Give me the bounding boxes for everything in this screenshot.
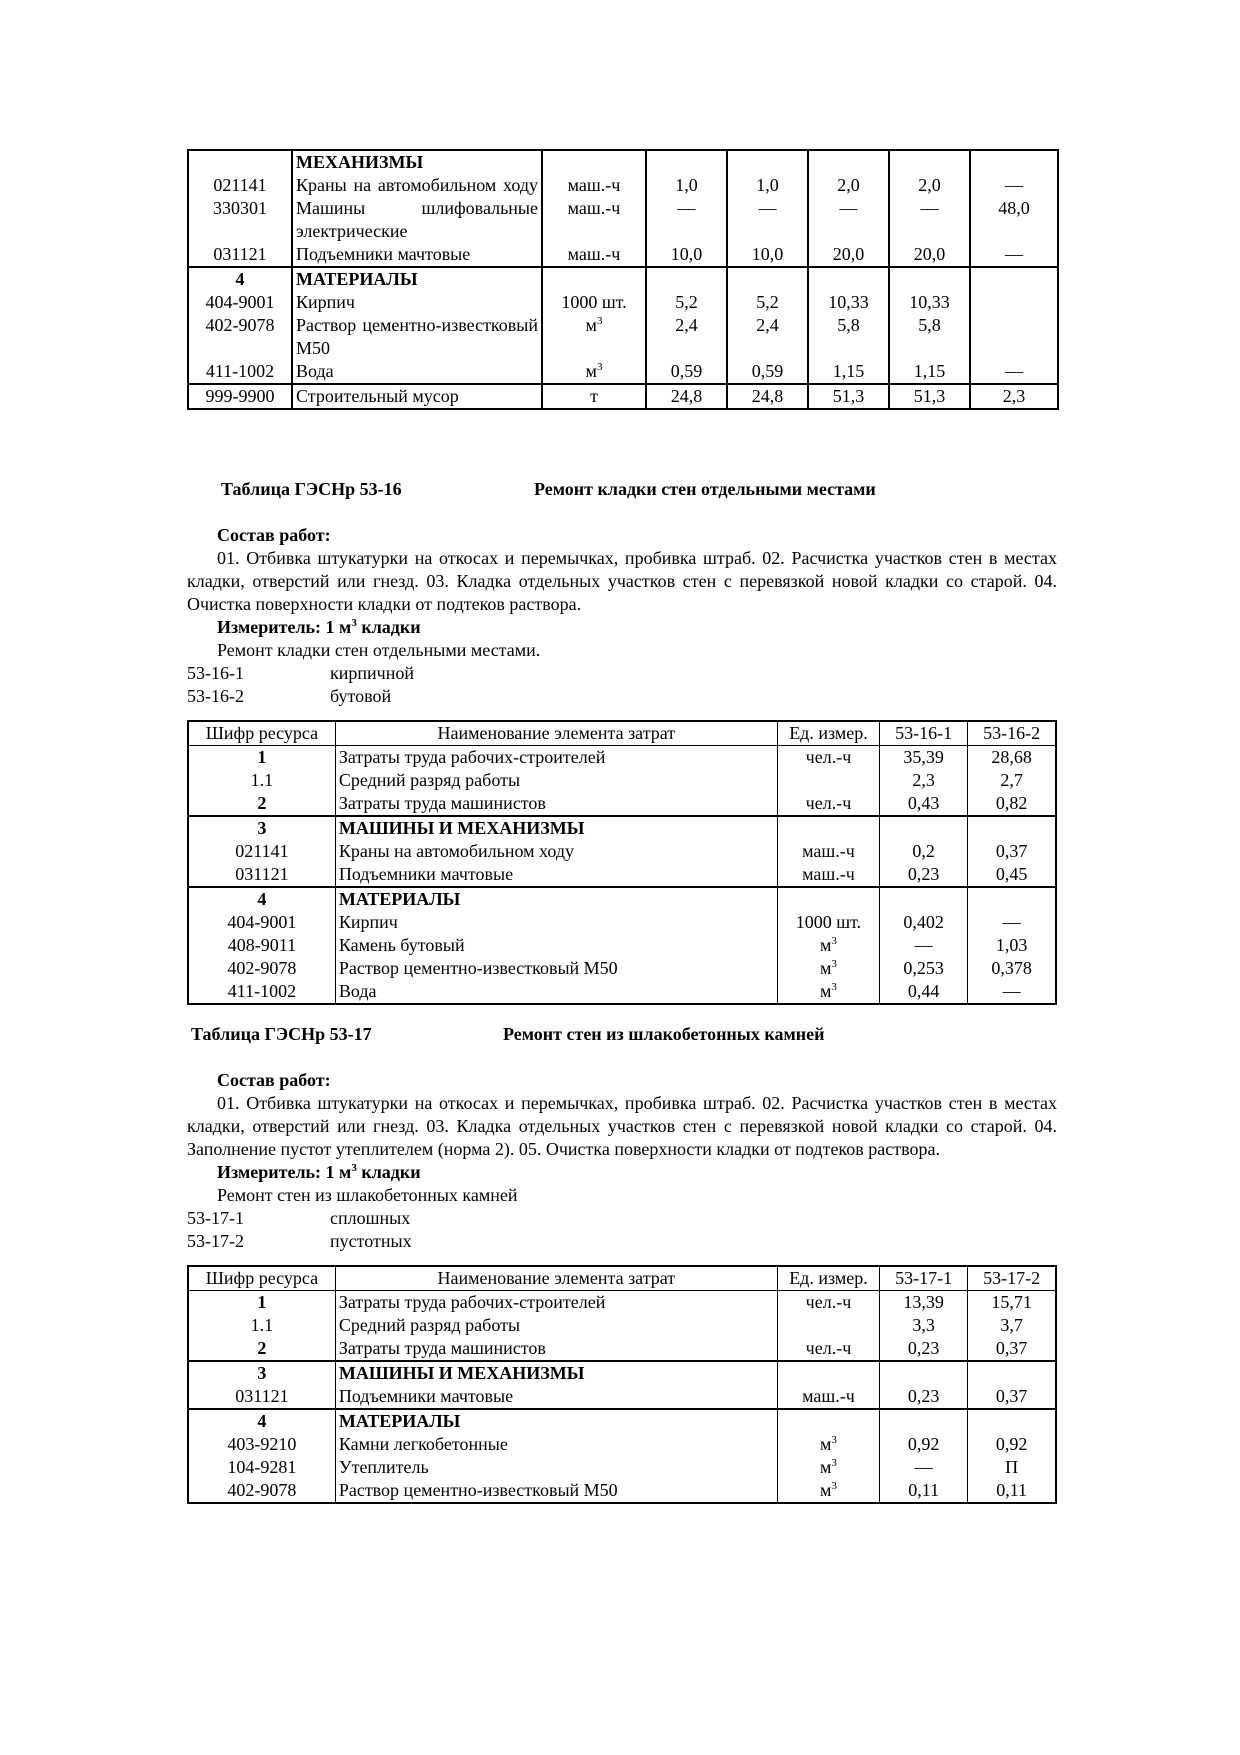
unit-cell: $м^3$ [777,934,879,957]
document-page [187,149,1057,1504]
cost-name-cell: МЕХАНИЗМЫ [292,150,542,174]
value-cell [646,150,727,174]
resource-code-cell: 031121 [188,243,292,267]
value-cell: 2,3 [970,384,1058,409]
table-53-16-number: Таблица ГЭСНр 53-16 [221,479,402,499]
value-cell [970,267,1058,291]
value-cell: — [970,243,1058,267]
cost-name-cell: Раствор цементно-известковый М50 [335,1479,777,1503]
value-cell: 2,7 [968,769,1056,792]
table-row [188,1479,1056,1503]
resource-code-cell: 4 [188,887,335,911]
variant-name: кирпичной [330,663,414,683]
table-53-17-caption [187,1023,1057,1046]
value-cell [880,1361,968,1385]
value-cell: 10,33 [889,291,970,314]
unit-cell: маш.-ч [777,1385,879,1409]
value-cell [968,1409,1056,1433]
value-cell: 2,4 [646,314,727,360]
column-header: Шифр ресурса [188,721,335,746]
unit-cell [542,150,646,174]
value-cell: 0,92 [880,1433,968,1456]
table-row [188,957,1056,980]
resource-code-cell: 031121 [188,863,335,887]
variant-code: 53-17-1 [187,1208,244,1228]
unit-cell: $м^3$ [777,1433,879,1456]
value-cell: 3,7 [968,1314,1056,1337]
unit-cell: маш.-ч [777,863,879,887]
cost-name-cell: Камень бутовый [335,934,777,957]
value-cell: 0,11 [968,1479,1056,1503]
table-row [188,243,1058,267]
table-row [188,980,1056,1004]
unit-cell: $м^3$ [542,314,646,360]
unit-cell: чел.-ч [777,746,879,770]
column-header: Ед. измер. [777,721,879,746]
table-row [188,1361,1056,1385]
cost-name-cell: Подъемники мачтовые [292,243,542,267]
value-cell [968,1361,1056,1385]
variant-item [187,1230,1057,1253]
unit-cell [777,1314,879,1337]
table-row [188,1456,1056,1479]
resource-code-cell: 3 [188,816,335,840]
unit-cell [777,769,879,792]
cost-name-cell: Затраты труда рабочих-строителей [335,746,777,770]
unit-cell: чел.-ч [777,1337,879,1361]
unit-cell: маш.-ч [542,243,646,267]
table-row [188,1291,1056,1315]
table-row [188,911,1056,934]
value-cell: П [968,1456,1056,1479]
value-cell [968,816,1056,840]
resource-code-cell: 1 [188,746,335,770]
value-cell: 5,2 [646,291,727,314]
value-cell: 10,33 [808,291,889,314]
cost-name-cell: МАТЕРИАЛЫ [335,887,777,911]
value-cell: 1,03 [968,934,1056,957]
value-cell: — [970,360,1058,384]
value-cell: 0,37 [968,1337,1056,1361]
value-cell: 51,3 [808,384,889,409]
value-cell: 28,68 [968,746,1056,770]
resource-code-cell: 1 [188,1291,335,1315]
resource-code-cell: 1.1 [188,769,335,792]
cost-name-cell: Затраты труда машинистов [335,1337,777,1361]
value-cell: 1,0 [727,174,808,197]
table-row [188,267,1058,291]
cost-name-cell: Камни легкобетонные [335,1433,777,1456]
value-cell: 5,2 [727,291,808,314]
resource-code-cell: 402-9078 [188,1479,335,1503]
variant-item [187,662,1057,685]
table-53-16 [187,720,1057,1005]
value-cell [970,150,1058,174]
unit-cell [777,1409,879,1433]
resource-code-cell: 403-9210 [188,1433,335,1456]
resource-code-cell: 021141 [188,174,292,197]
value-cell: 0,23 [880,1337,968,1361]
value-cell [808,267,889,291]
resource-code-cell: 330301 [188,197,292,243]
table-53-17-number: Таблица ГЭСНр 53-17 [191,1024,372,1044]
table-row [188,1385,1056,1409]
resource-code-cell: 999-9900 [188,384,292,409]
resource-code-cell: 408-9011 [188,934,335,957]
resource-code-cell: 402-9078 [188,957,335,980]
value-cell [727,150,808,174]
table-53-16-caption [187,478,1057,501]
value-cell: 24,8 [727,384,808,409]
intro-line: Ремонт стен из шлакобетонных камней [217,1185,518,1205]
table-row [188,1433,1056,1456]
value-cell: 0,23 [880,863,968,887]
value-cell: 2,0 [889,174,970,197]
composition-text: 01. Отбивка штукатурки на откосах и перемычках, пробивка штраб. 02. Расчистка участков стен в местах кладки, отверстий или гнезд. 03. Кладка отдельных участков стен с перевязкой новой кладки со старой. 04. Очистка поверхности кладки от подтеков раствора. [187,548,1057,614]
value-cell: 0,82 [968,792,1056,816]
variant-code: 53-16-1 [187,663,244,683]
cost-name-cell: Кирпич [292,291,542,314]
variants-list [187,662,1057,708]
cost-name-cell: Краны на автомобильном ходу [292,174,542,197]
value-cell: 20,0 [889,243,970,267]
composition-text: 01. Отбивка штукатурки на откосах и перемычках, пробивка штраб. 02. Расчистка участков стен в местах кладки, отверстий или гнезд. 03. Кладка отдельных участков стен с перевязкой новой кладки со старой. 04. Заполнение пустот утеплителем (норма 2). 05. Очистка поверхности кладки от подтеков раствора. [187,1093,1057,1159]
unit-cell: маш.-ч [777,840,879,863]
cost-name-cell: Вода [335,980,777,1004]
table-53-17 [187,1265,1057,1504]
column-header: Наименование элемента затрат [335,721,777,746]
table-row [188,360,1058,384]
variants-list [187,1207,1057,1253]
meter-line: Измеритель: 1 $м^3$ кладки [217,1162,421,1182]
table-row [188,1314,1056,1337]
value-cell [968,887,1056,911]
variant-name: сплошных [330,1208,411,1228]
value-cell: 1,15 [889,360,970,384]
variant-item [187,685,1057,708]
value-cell: 0,43 [880,792,968,816]
resource-code-cell: 404-9001 [188,911,335,934]
unit-cell: 1000 шт. [542,291,646,314]
value-cell: — [880,1456,968,1479]
cost-name-cell: Утеплитель [335,1456,777,1479]
meter-line: Измеритель: 1 $м^3$ кладки [217,617,421,637]
column-header: Ед. измер. [777,1266,879,1291]
value-cell: 10,0 [646,243,727,267]
value-cell: 5,8 [889,314,970,360]
table-53-16-title: Ремонт кладки стен отдельными местами [534,479,876,499]
table-53-17-title: Ремонт стен из шлакобетонных камней [503,1024,825,1044]
cost-name-cell: Краны на автомобильном ходу [335,840,777,863]
resource-code-cell: 2 [188,1337,335,1361]
value-cell: 0,378 [968,957,1056,980]
value-cell: 0,253 [880,957,968,980]
value-cell: 20,0 [808,243,889,267]
value-cell: 0,59 [646,360,727,384]
unit-cell: $м^3$ [542,360,646,384]
variant-name: бутовой [330,686,392,706]
resource-code-cell [188,150,292,174]
value-cell: 0,2 [880,840,968,863]
resource-code-cell: 021141 [188,840,335,863]
value-cell [880,887,968,911]
unit-cell: $м^3$ [777,1456,879,1479]
value-cell: 2,4 [727,314,808,360]
value-cell [880,1409,968,1433]
cost-name-cell: Вода [292,360,542,384]
variant-name: пустотных [330,1231,412,1251]
cost-name-cell: Подъемники мачтовые [335,1385,777,1409]
value-cell [970,291,1058,314]
value-cell: 0,59 [727,360,808,384]
value-cell: 24,8 [646,384,727,409]
table-row [188,174,1058,197]
value-cell: 10,0 [727,243,808,267]
value-cell [880,816,968,840]
value-cell: 1,0 [646,174,727,197]
composition-label: Состав работ: [217,525,331,545]
cost-name-cell: Средний разряд работы [335,769,777,792]
value-cell: — [880,934,968,957]
value-cell: 0,45 [968,863,1056,887]
value-cell: — [968,980,1056,1004]
value-cell: 0,402 [880,911,968,934]
value-cell: 0,37 [968,1385,1056,1409]
cost-name-cell: Подъемники мачтовые [335,863,777,887]
value-cell: — [727,197,808,243]
value-cell: 51,3 [889,384,970,409]
unit-cell: 1000 шт. [777,911,879,934]
unit-cell: маш.-ч [542,197,646,243]
resource-code-cell: 411-1002 [188,980,335,1004]
table-row [188,1337,1056,1361]
value-cell [646,267,727,291]
table-row [188,934,1056,957]
resource-code-cell: 402-9078 [188,314,292,360]
resource-code-cell: 1.1 [188,1314,335,1337]
unit-cell: $м^3$ [777,957,879,980]
resource-code-cell: 3 [188,1361,335,1385]
cost-name-cell: Затраты труда машинистов [335,792,777,816]
continuation-table [187,149,1059,410]
unit-cell [777,816,879,840]
table-row [188,792,1056,816]
resource-code-cell: 4 [188,1409,335,1433]
value-cell: 2,3 [880,769,968,792]
table-row [188,384,1058,409]
cost-name-cell: Раствор цементно-известковый М50 [335,957,777,980]
resource-code-cell: 2 [188,792,335,816]
column-header: 53-17-1 [880,1266,968,1291]
value-cell: 15,71 [968,1291,1056,1315]
value-cell: 1,15 [808,360,889,384]
value-cell: 5,8 [808,314,889,360]
cost-name-cell: Строительный мусор [292,384,542,409]
value-cell: 0,44 [880,980,968,1004]
unit-cell: чел.-ч [777,1291,879,1315]
variant-item [187,1207,1057,1230]
resource-code-cell: 404-9001 [188,291,292,314]
unit-cell: $м^3$ [777,980,879,1004]
intro-line: Ремонт кладки стен отдельными местами. [217,640,541,660]
composition-label: Состав работ: [217,1070,331,1090]
table-row [188,840,1056,863]
column-header: Шифр ресурса [188,1266,335,1291]
column-header: 53-16-1 [880,721,968,746]
table-row [188,1409,1056,1433]
value-cell [727,267,808,291]
table-row [188,314,1058,360]
table-row [188,197,1058,243]
value-cell: 0,23 [880,1385,968,1409]
value-cell: 0,37 [968,840,1056,863]
value-cell: 0,92 [968,1433,1056,1456]
cost-name-cell: МАТЕРИАЛЫ [292,267,542,291]
value-cell: — [968,911,1056,934]
table-header-row [188,721,1056,746]
resource-code-cell: 4 [188,267,292,291]
value-cell: — [889,197,970,243]
unit-cell: т [542,384,646,409]
unit-cell: чел.-ч [777,792,879,816]
resource-code-cell: 104-9281 [188,1456,335,1479]
variant-code: 53-17-2 [187,1231,244,1251]
unit-cell: $м^3$ [777,1479,879,1503]
cost-name-cell: Средний разряд работы [335,1314,777,1337]
table-row [188,769,1056,792]
unit-cell [777,887,879,911]
value-cell: 13,39 [880,1291,968,1315]
value-cell: 35,39 [880,746,968,770]
table-row [188,746,1056,770]
column-header: 53-17-2 [968,1266,1056,1291]
table-row [188,863,1056,887]
table-row [188,291,1058,314]
cost-name-cell: Машины шлифовальные электрические [292,197,542,243]
unit-cell [542,267,646,291]
resource-code-cell: 411-1002 [188,360,292,384]
column-header: 53-16-2 [968,721,1056,746]
value-cell: 48,0 [970,197,1058,243]
column-header: Наименование элемента затрат [335,1266,777,1291]
cost-name-cell: МАШИНЫ И МЕХАНИЗМЫ [335,1361,777,1385]
value-cell: 3,3 [880,1314,968,1337]
value-cell: — [808,197,889,243]
table-header-row [188,1266,1056,1291]
cost-name-cell: Кирпич [335,911,777,934]
value-cell: — [646,197,727,243]
value-cell: — [970,174,1058,197]
cost-name-cell: МАШИНЫ И МЕХАНИЗМЫ [335,816,777,840]
value-cell [889,150,970,174]
table-row [188,816,1056,840]
cost-name-cell: Раствор цементно-известковый М50 [292,314,542,360]
value-cell [808,150,889,174]
value-cell: 0,11 [880,1479,968,1503]
table-row [188,150,1058,174]
value-cell [970,314,1058,360]
cost-name-cell: Затраты труда рабочих-строителей [335,1291,777,1315]
unit-cell [777,1361,879,1385]
table-row [188,887,1056,911]
variant-code: 53-16-2 [187,686,244,706]
value-cell [889,267,970,291]
value-cell: 2,0 [808,174,889,197]
unit-cell: маш.-ч [542,174,646,197]
resource-code-cell: 031121 [188,1385,335,1409]
cost-name-cell: МАТЕРИАЛЫ [335,1409,777,1433]
